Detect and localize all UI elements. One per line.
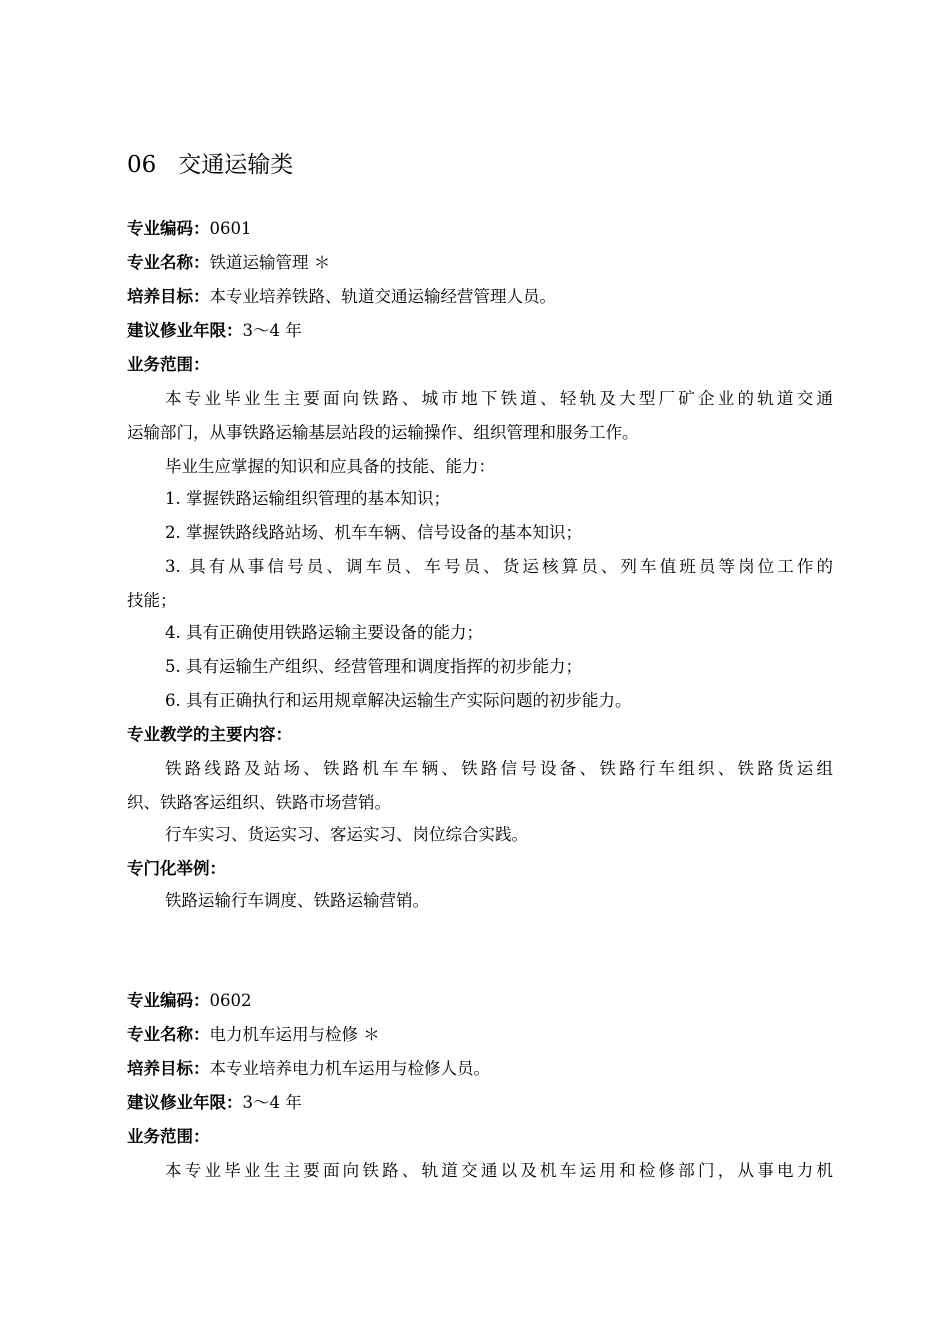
name-value: 电力机车运用与检修 ＊ <box>209 1025 380 1044</box>
major1-content-heading <box>127 718 833 752</box>
name-label: 专业名称： <box>127 1025 210 1044</box>
section-name: 交通运输类 <box>178 152 294 178</box>
section-heading <box>127 146 293 179</box>
code-label: 专业编码： <box>127 991 210 1010</box>
goal-value: 本专业培养铁路、轨道交通运输经营管理人员。 <box>209 287 556 306</box>
major1-name-row <box>127 246 833 280</box>
major1-example-text: 铁路运输行车调度、铁路运输营销。 <box>165 891 429 910</box>
major1-item-3: 3. 具有从事信号员、调车员、车号员、货运核算员、列车值班员等岗位工作的 <box>165 557 833 576</box>
code-value: 0602 <box>209 991 252 1010</box>
major1-years-row <box>127 314 833 348</box>
goal-label: 培养目标： <box>127 1059 210 1078</box>
example-label: 专门化举例： <box>127 859 226 878</box>
major1-content-text-3: 行车实习、货运实习、客运实习、岗位综合实践。 <box>165 825 528 844</box>
scope-label: 业务范围： <box>127 355 210 374</box>
major2-name-row <box>127 1018 833 1052</box>
major1-item-1: 1. 掌握铁路运输组织管理的基本知识； <box>165 489 450 508</box>
major1-skills-intro: 毕业生应掌握的知识和应具备的技能、能力： <box>165 457 495 476</box>
major1-goal-row <box>127 280 833 314</box>
code-label: 专业编码： <box>127 219 210 238</box>
major1-item-5: 5. 具有运输生产组织、经营管理和调度指挥的初步能力； <box>165 657 582 676</box>
major2-years-row <box>127 1086 833 1120</box>
major1-content-text-1: 铁路线路及站场、铁路机车车辆、铁路信号设备、铁路行车组织、铁路货运组 <box>165 759 833 778</box>
years-value: 3～4 年 <box>242 1093 302 1112</box>
major2-scope-text-1: 本专业毕业生主要面向铁路、轨道交通以及机车运用和检修部门，从事电力机 <box>165 1161 833 1180</box>
major1-item-3-cont: 技能； <box>127 591 177 610</box>
years-label: 建议修业年限： <box>127 321 243 340</box>
scope-label: 业务范围： <box>127 1127 210 1146</box>
major1-scope-text-2: 运输部门，从事铁路运输基层站段的运输操作、组织管理和服务工作。 <box>127 423 639 442</box>
major1-item-6: 6. 具有正确执行和运用规章解决运输生产实际问题的初步能力。 <box>165 691 632 710</box>
goal-value: 本专业培养电力机车运用与检修人员。 <box>209 1059 490 1078</box>
years-value: 3～4 年 <box>242 321 302 340</box>
major1-item-4: 4. 具有正确使用铁路运输主要设备的能力； <box>165 623 483 642</box>
major1-content-text-2: 织、铁路客运组织、铁路市场营销。 <box>127 793 391 812</box>
major1-item-2: 2. 掌握铁路线路站场、机车车辆、信号设备的基本知识； <box>165 523 582 542</box>
major2-goal-row <box>127 1052 833 1086</box>
name-label: 专业名称： <box>127 253 210 272</box>
name-value: 铁道运输管理 ＊ <box>209 253 331 272</box>
content-label: 专业教学的主要内容： <box>127 725 292 744</box>
major2-scope-heading <box>127 1120 833 1154</box>
code-value: 0601 <box>209 219 252 238</box>
major2-code-row <box>127 984 833 1018</box>
major1-example-heading <box>127 852 833 886</box>
goal-label: 培养目标： <box>127 287 210 306</box>
major1-scope-heading <box>127 348 833 382</box>
major1-code-row <box>127 212 833 246</box>
years-label: 建议修业年限： <box>127 1093 243 1112</box>
section-number: 06 <box>127 152 157 178</box>
major1-scope-text-1: 本专业毕业生主要面向铁路、城市地下铁道、轻轨及大型厂矿企业的轨道交通 <box>165 389 833 408</box>
